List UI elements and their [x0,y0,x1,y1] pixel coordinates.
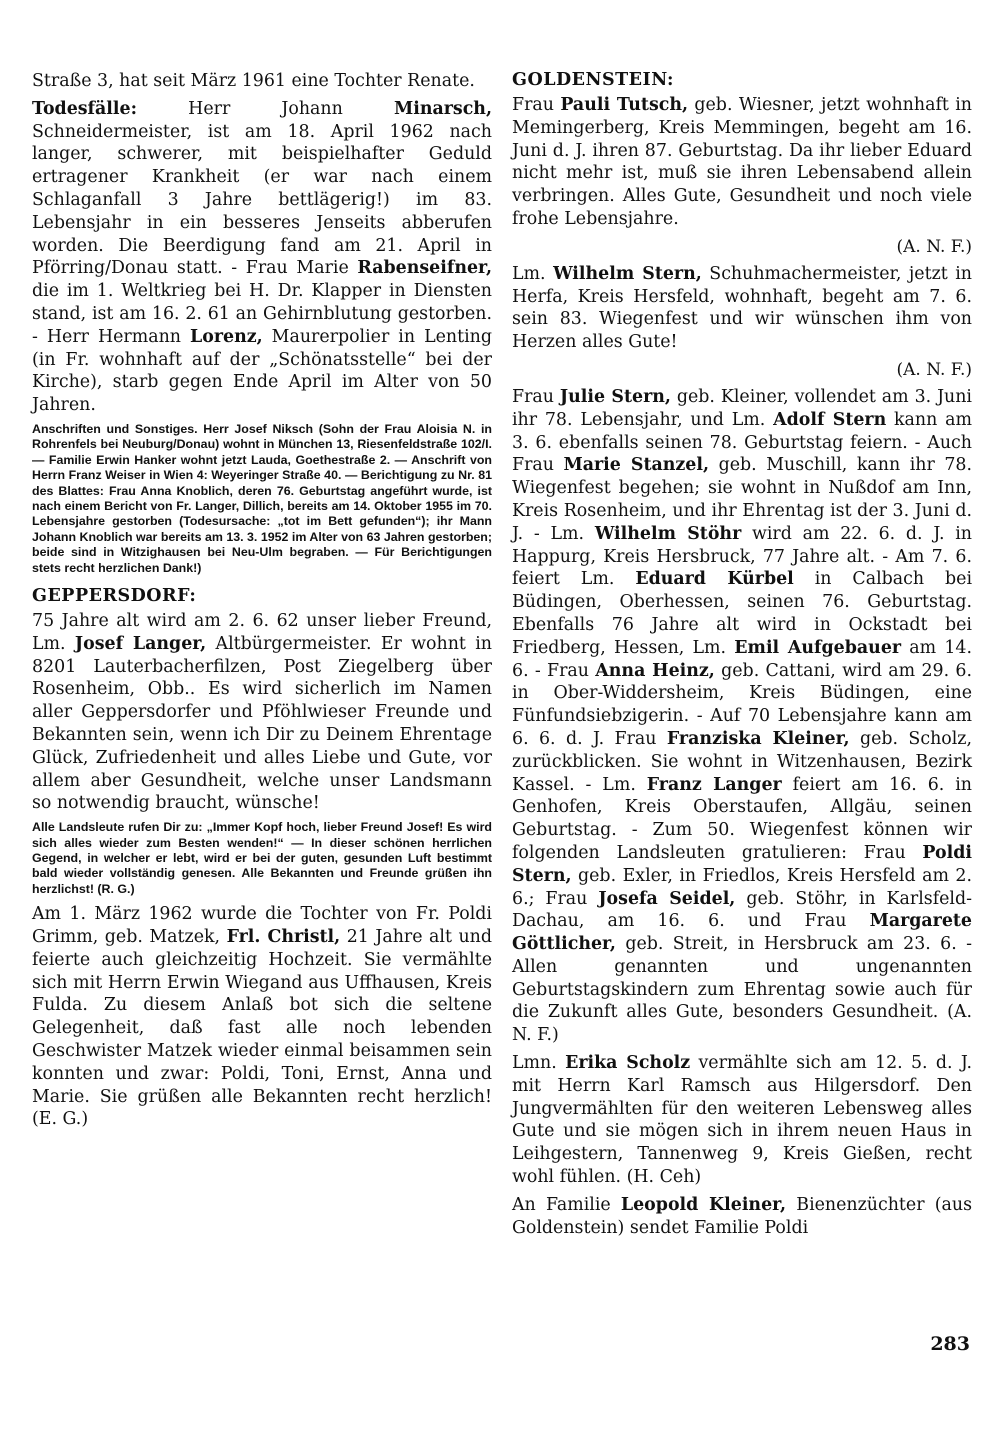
geppersdorf-paragraph-1: 75 Jahre alt wird am 2. 6. 62 unser lieber Freund, Lm. Josef Langer, Altbürgermeister. Er wohnt in 8201 Lauterbacherfilzen, Post Ziegelberg über Rosenheim, Obb.. Es wird sicherlich im Namen aller Geppersdorfer und Pföhlwieser Freunde und Bekannten sein, wenn ich Dir zu Deinem Ehrentage Glück, Zufriedenheit und alles Liebe und Gute, vor allem aber Gesundheit, welche unser Landsmann so notwendig braucht, wünsche! [32,611,492,814]
section-heading-geppersdorf: GEPPERSDORF: [32,586,197,607]
geppersdorf-small-paragraph: Alle Landsleute rufen Dir zu: „Immer Kopf hoch, lieber Freund Josef! Es wird sich alles wieder zum Besten wenden!“ — In dieser schönen herrlichen Gegend, in welcher er lebt, wird er bei der guten, gesunden Luft bestimmt bald wieder vollständig genesen. Alle Bekannten und Freunde grüßen ihn herzlichst! (R. G.) [32,820,492,896]
todesfaelle-label: Todesfälle: [32,98,138,119]
section-heading-goldenstein: GOLDENSTEIN: [512,70,675,90]
goldenstein-paragraph-1: Frau Pauli Tutsch, geb. Wiesner, jetzt wohnhaft in Memingerberg, Kreis Memmingen, begeht am 16. Juni d. J. ihren 87. Geburtstag. Da ihr lieber Eduard nicht mehr ist, muß sie ihren Lebensabend allein verbringen. Alles Gute, Gesundheit und noch viele frohe Lebensjahre. [512,95,972,229]
geppersdorf-paragraph-2: Am 1. März 1962 wurde die Tochter von Fr. Poldi Grimm, geb. Matzek, Frl. Christl, 21 Jahre alt und feierte auch gleichzeitig Hochzeit. Sie vermählte sich mit Herrn Erwin Wiegand aus Uffhausen, Kreis Fulda. Zu diesem Anlaß bot sich die seltene Gelegenheit, daß fast alle noch lebenden Geschwister Matzek wieder einmal beisammen sein konnten und zwar: Poldi, Toni, Ernst, Anna und Marie. Sie grüßen alle Bekannten recht herzlich! (E. G.) [32,904,492,1130]
goldenstein-paragraph-5: An Familie Leopold Kleiner, Bienenzüchter (aus Goldenstein) sendet Familie Poldi [512,1194,972,1238]
left-column [32,70,492,1136]
goldenstein-paragraph-2: Lm. Wilhelm Stern, Schuhmachermeister, jetzt in Herfa, Kreis Hersfeld, wohnhaft, begeht am 7. 6. sein 83. Wiegenfest und wir wünschen ihm von Herzen alles Gute! [512,263,972,353]
signature-anf-2: (A. N. F.) [896,359,972,380]
right-column [512,70,972,1244]
signature-anf-1: (A. N. F.) [896,236,972,257]
page-number: 283 [930,1333,970,1355]
todesfaelle-paragraph: Todesfälle: Herr Johann Minarsch, Schneidermeister, ist am 18. April 1962 nach langer, schwerer, mit beispielhafter Geduld ertragener Krankheit (er war nach einem Schlaganfall 3 Jahre bettlägerig!) im 83. Lebensjahr in ein besseres Jenseits abberufen worden. Die Beerdigung fand am 21. April in Pförring/Donau statt. - Frau Marie Rabenseifner, die im 1. Weltkrieg bei H. Dr. Klapper in Diensten stand, ist am 16. 2. 61 an Gehirnblutung gestorben. - Herr Hermann Lorenz, Maurerpolier in Lenting (in Fr. wohnhaft auf der „Schönatsstelle“ bei der Kirche), starb gegen Ende April im Alter von 50 Jahren. [32,98,492,416]
goldenstein-paragraph-4: Lmn. Erika Scholz vermählte sich am 12. 5. d. J. mit Herrn Karl Ramsch aus Hilgersdorf. Den Jungvermählten für den weiteren Lebensweg alles Gute und sie mögen sich in ihrem neuen Haus in Leihgestern, Tannenweg 9, Kreis Gießen, recht wohl fühlen. (H. Ceh) [512,1053,973,1188]
anschriften-paragraph: Anschriften und Sonstiges. Herr Josef Niksch (Sohn der Frau Aloisia N. in Rohrenfels bei Neuburg/Donau) wohnt in München 13, Riesenfeldstraße 102/I. — Familie Erwin Hanker wohnt jetzt Lauda, Goethestraße 2. — Anschrift von Herrn Franz Weiser in Wien 4: Weyeringer Straße 40. — Berichtigung zu Nr. 81 des Blattes: Frau Anna Knoblich, deren 76. Geburtstag angeführt wurde, ist nach einem Bericht von Fr. Langer, Dillich, bereits am 14. Oktober 1955 im 70. Lebensjahre gestorben (Todesursache: „tot im Bett gefunden“); ihr Mann Johann Knoblich war bereits am 13. 3. 1952 im Alter von 63 Jahren gestorben; beide sind in Witzighausen bei Neu-Ulm begraben. — Für Berichtigungen stets recht herzlichen Dank!) [32,421,492,575]
goldenstein-paragraph-3: Frau Julie Stern, geb. Kleiner, vollendet am 3. Juni ihr 78. Lebensjahr, und Lm. Adolf Stern kann am 3. 6. ebenfalls seinen 78. Geburtstag feiern. - Auch Frau Marie Stanzel, geb. Muschill, kann ihr 78. Wiegenfest begehen; sie wohnt in Nußdof am Inn, Kreis Rosenheim, und ihr Ehrentag ist der 3. Juni d. J. - Lm. Wilhelm Stöhr wird am 22. 6. d. J. in Happurg, Kreis Hersbruck, 77 Jahre alt. - Am 7. 6. feiert Lm. Eduard Kürbel in Calbach bei Büdingen, Oberhessen, seinen 76. Geburtstag. Ebenfalls 76 Jahre alt wird in Ockstadt bei Friedberg, Hessen, Lm. Emil Aufgebauer am 14. 6. - Frau Anna Heinz, geb. Cattani, wird am 29. 6. in Ober-Widdersheim, Kreis Büdingen, eine Fünfundsiebzigerin. - Auf 70 Lebensjahre kann am 6. 6. d. J. Frau Franziska Kleiner, geb. Scholz, zurückblicken. Sie wohnt in Witzenhausen, Bezirk Kassel. - Lm. Franz Langer feiert am 16. 6. in Genhofen, Kreis Oberstaufen, Allgäu, seinen Geburtstag. - Zum 50. Wiegenfest können wir folgenden Landsleuten gratulieren: Frau Poldi Stern, geb. Exler, in Friedlos, Kreis Hersfeld am 2. 6.; Frau Josefa Seidel, geb. Stöhr, in Karlsfeld-Dachau, am 16. 6. und Frau Margarete Göttlicher, geb. Streit, in Hersbruck am 23. 6. - Allen genannten und ungenannten Geburtstagskindern zum Ehrentag sowie auch für die Zukunft alles Gute, besonders Gesundheit. (A. N. F.) [512,386,973,1046]
intro-paragraph: Straße 3, hat seit März 1961 eine Tochter Renate. [32,71,475,91]
